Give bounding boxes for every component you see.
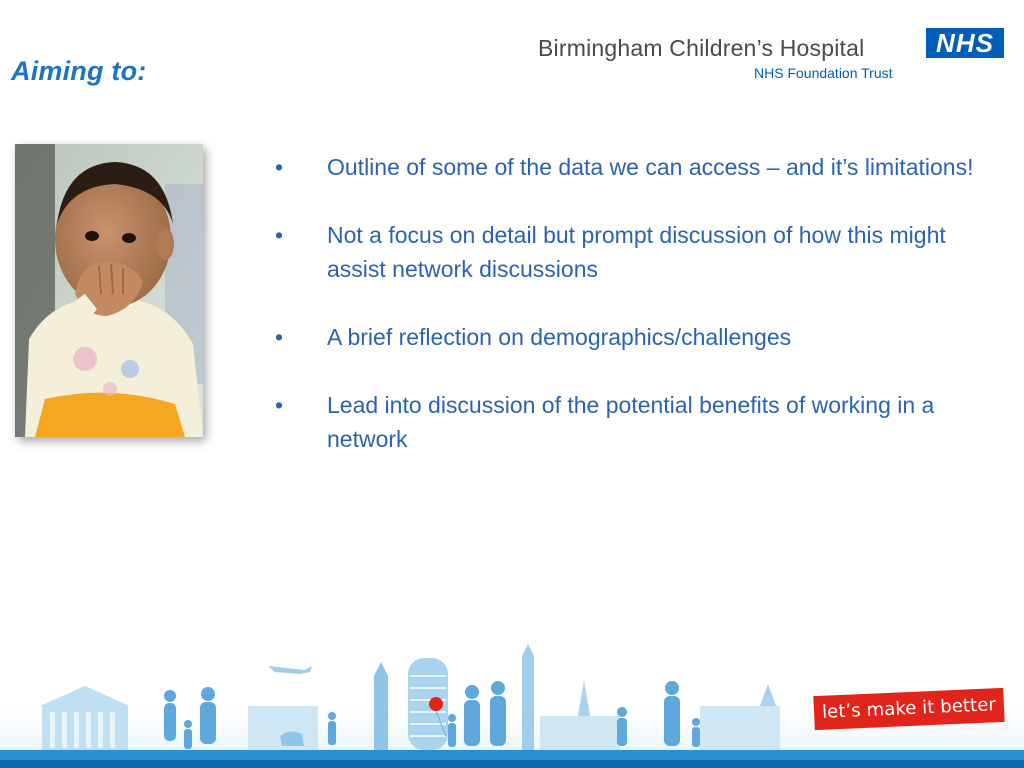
- balloon-icon: [429, 697, 443, 711]
- town-hall-icon: [40, 686, 130, 750]
- bullet-item: [275, 388, 995, 456]
- bullet-list: [275, 150, 995, 490]
- bullet-item: [275, 218, 995, 286]
- clock-tower-icon: [374, 676, 388, 750]
- bullet-text: A brief reflection on demographics/challenges: [327, 324, 792, 350]
- plane-icon: [268, 666, 312, 674]
- bullet-text: Lead into discussion of the potential benefits of working in a network: [327, 392, 935, 452]
- bullet-marker: •: [275, 222, 284, 248]
- trust-name: NHS Foundation Trust: [754, 65, 893, 81]
- bullet-item: [275, 320, 995, 354]
- dog-icon: [280, 731, 304, 746]
- hospital-logo: [535, 22, 1015, 86]
- bullet-item: [275, 150, 995, 184]
- nhs-badge: NHS: [926, 28, 1004, 58]
- child-photo: [15, 144, 203, 437]
- bullet-marker: •: [275, 392, 284, 418]
- hospital-name: Birmingham Children’s Hospital: [538, 35, 865, 61]
- bullet-text: Outline of some of the data we can access – and it’s limitations!: [327, 154, 974, 180]
- bullet-text: Not a focus on detail but prompt discussion of how this might assist network discussions: [327, 222, 946, 282]
- slogan-badge: let’s make it better: [813, 688, 1004, 730]
- bullet-marker: •: [275, 154, 284, 180]
- bullet-marker: •: [275, 324, 284, 350]
- child-photo-illustration: [15, 144, 203, 437]
- slide-title: Aiming to:: [11, 56, 147, 86]
